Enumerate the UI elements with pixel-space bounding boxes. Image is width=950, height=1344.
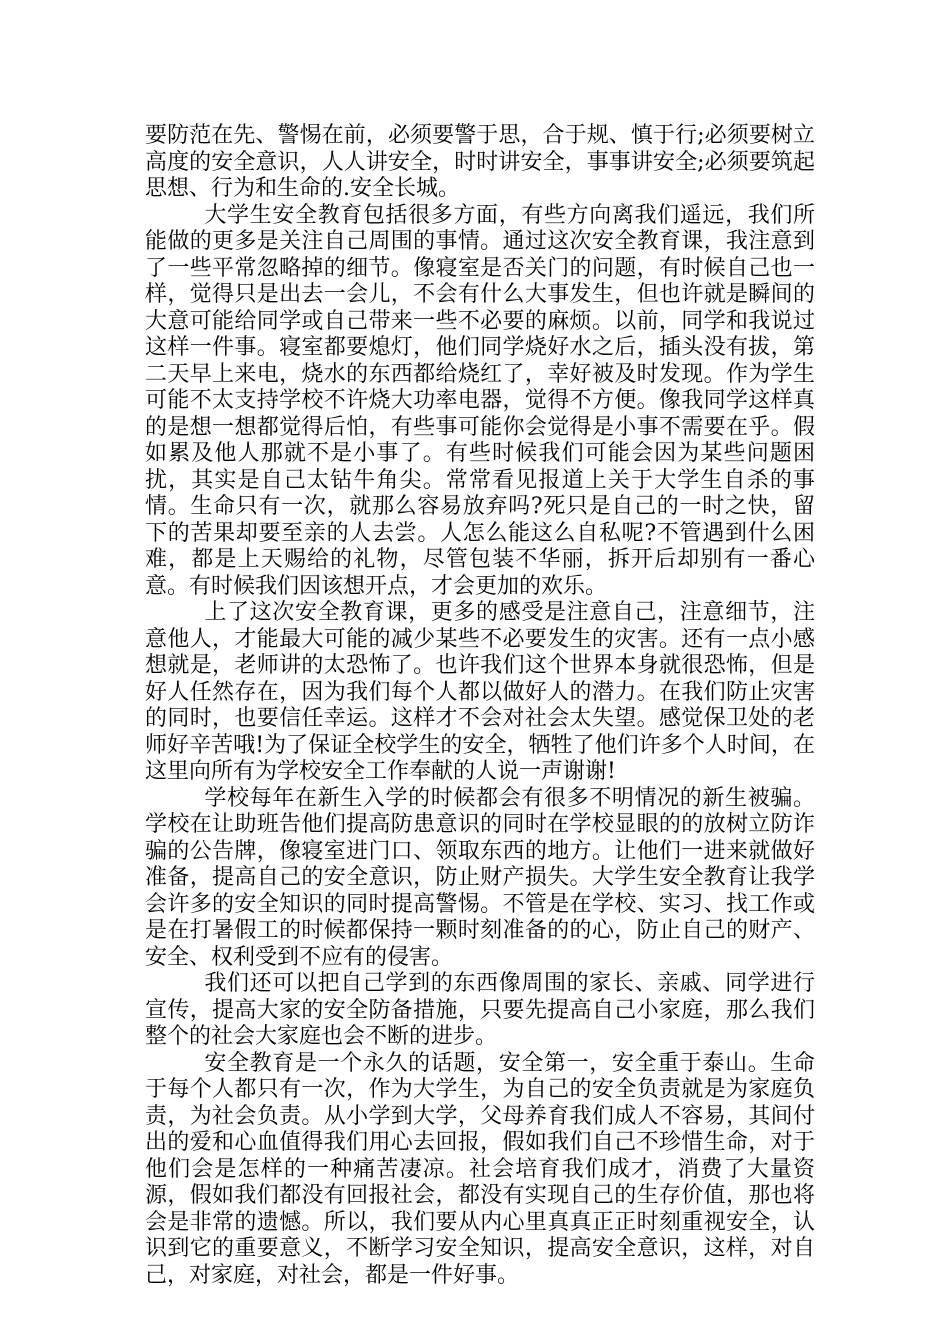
paragraph-6: 安全教育是一个永久的话题，安全第一，安全重于泰山。生命于每个人都只有一次，作为大学生，为自己的安全负责就是为家庭负责，为社会负责。从小学到大学，父母养育我们成人不容易，其间付出的爱和心血值得我们用心去回报，假如我们自己不珍惜生命，对于他们会是怎样的一种痛苦凄凉。社会培育我们成才，消费了大量资源，假如我们都没有回报社会，都没有实现自己的生存价值，那也将会是非常的遗憾。所以，我们要从内心里真真正正时刻重视安全，认识到它的重要意义，不断学习安全知识，提高安全意识，这样，对自己，对家庭，对社会，都是一件好事。 [145, 1050, 815, 1288]
document-body [145, 123, 815, 1289]
paragraph-1: 要防范在先、警惕在前，必须要警于思，合于规、慎于行;必须要树立高度的安全意识，人人讲安全，时时讲安全，事事讲安全;必须要筑起思想、行为和生命的.安全长城。 [145, 123, 815, 201]
paragraph-3: 上了这次安全教育课，更多的感受是注意自己，注意细节，注意他人，才能最大可能的减少某些不必要发生的灾害。还有一点小感想就是，老师讲的太恐怖了。也许我们这个世界本身就很恐怖，但是好人任然存在，因为我们每个人都以做好人的潜力。在我们防止灾害的同时，也要信任幸运。这样才不会对社会太失望。感觉保卫处的老师好辛苦哦!为了保证全校学生的安全，牺牲了他们许多个人时间，在这里向所有为学校安全工作奉献的人说一声谢谢! [145, 600, 815, 784]
paragraph-5: 我们还可以把自己学到的东西像周围的家长、亲戚、同学进行宣传，提高大家的安全防备措施，只要先提高自己小家庭，那么我们整个的社会大家庭也会不断的进步。 [145, 971, 815, 1049]
paragraph-4: 学校每年在新生入学的时候都会有很多不明情况的新生被骗。学校在让助班告他们提高防患意识的同时在学校显眼的的放树立防诈骗的公告牌，像寝室进门口、领取东西的地方。让他们一进来就做好准备，提高自己的安全意识，防止财产损失。大学生安全教育让我学会许多的安全知识的同时提高警惕。不管是在学校、实习、找工作或是在打暑假工的时候都保持一颗时刻准备的的心，防止自己的财产、安全、权利受到不应有的侵害。 [145, 785, 815, 970]
paragraph-2: 大学生安全教育包括很多方面，有些方向离我们遥远，我们所能做的更多是关注自己周围的事情。通过这次安全教育课，我注意到了一些平常忽略掉的细节。像寝室是否关门的问题，有时候自己也一样，觉得只是出去一会儿，不会有什么大事发生，但也许就是瞬间的大意可能给同学或自己带来一些不必要的麻烦。以前，同学和我说过这样一件事。寝室都要熄灯，他们同学烧好水之后，插头没有拔，第二天早上来电，烧水的东西都给烧红了，幸好被及时发现。作为学生可能不太支持学校不许烧大功率电器，觉得不方便。像我同学这样真的是想一想都觉得后怕，有些事可能你会觉得是小事不需要在乎。假如累及他人那就不是小事了。有些时候我们可能会因为某些问题困扰，其实是自己太钻牛角尖。常常看见报道上关于大学生自杀的事情。生命只有一次，就那么容易放弃吗?死只是自己的一时之快，留下的苦果却要至亲的人去尝。人怎么能这么自私呢?不管遇到什么困难，都是上天赐给的礼物，尽管包装不华丽，拆开后却别有一番心意。有时候我们因该想开点，才会更加的欢乐。 [145, 202, 815, 599]
